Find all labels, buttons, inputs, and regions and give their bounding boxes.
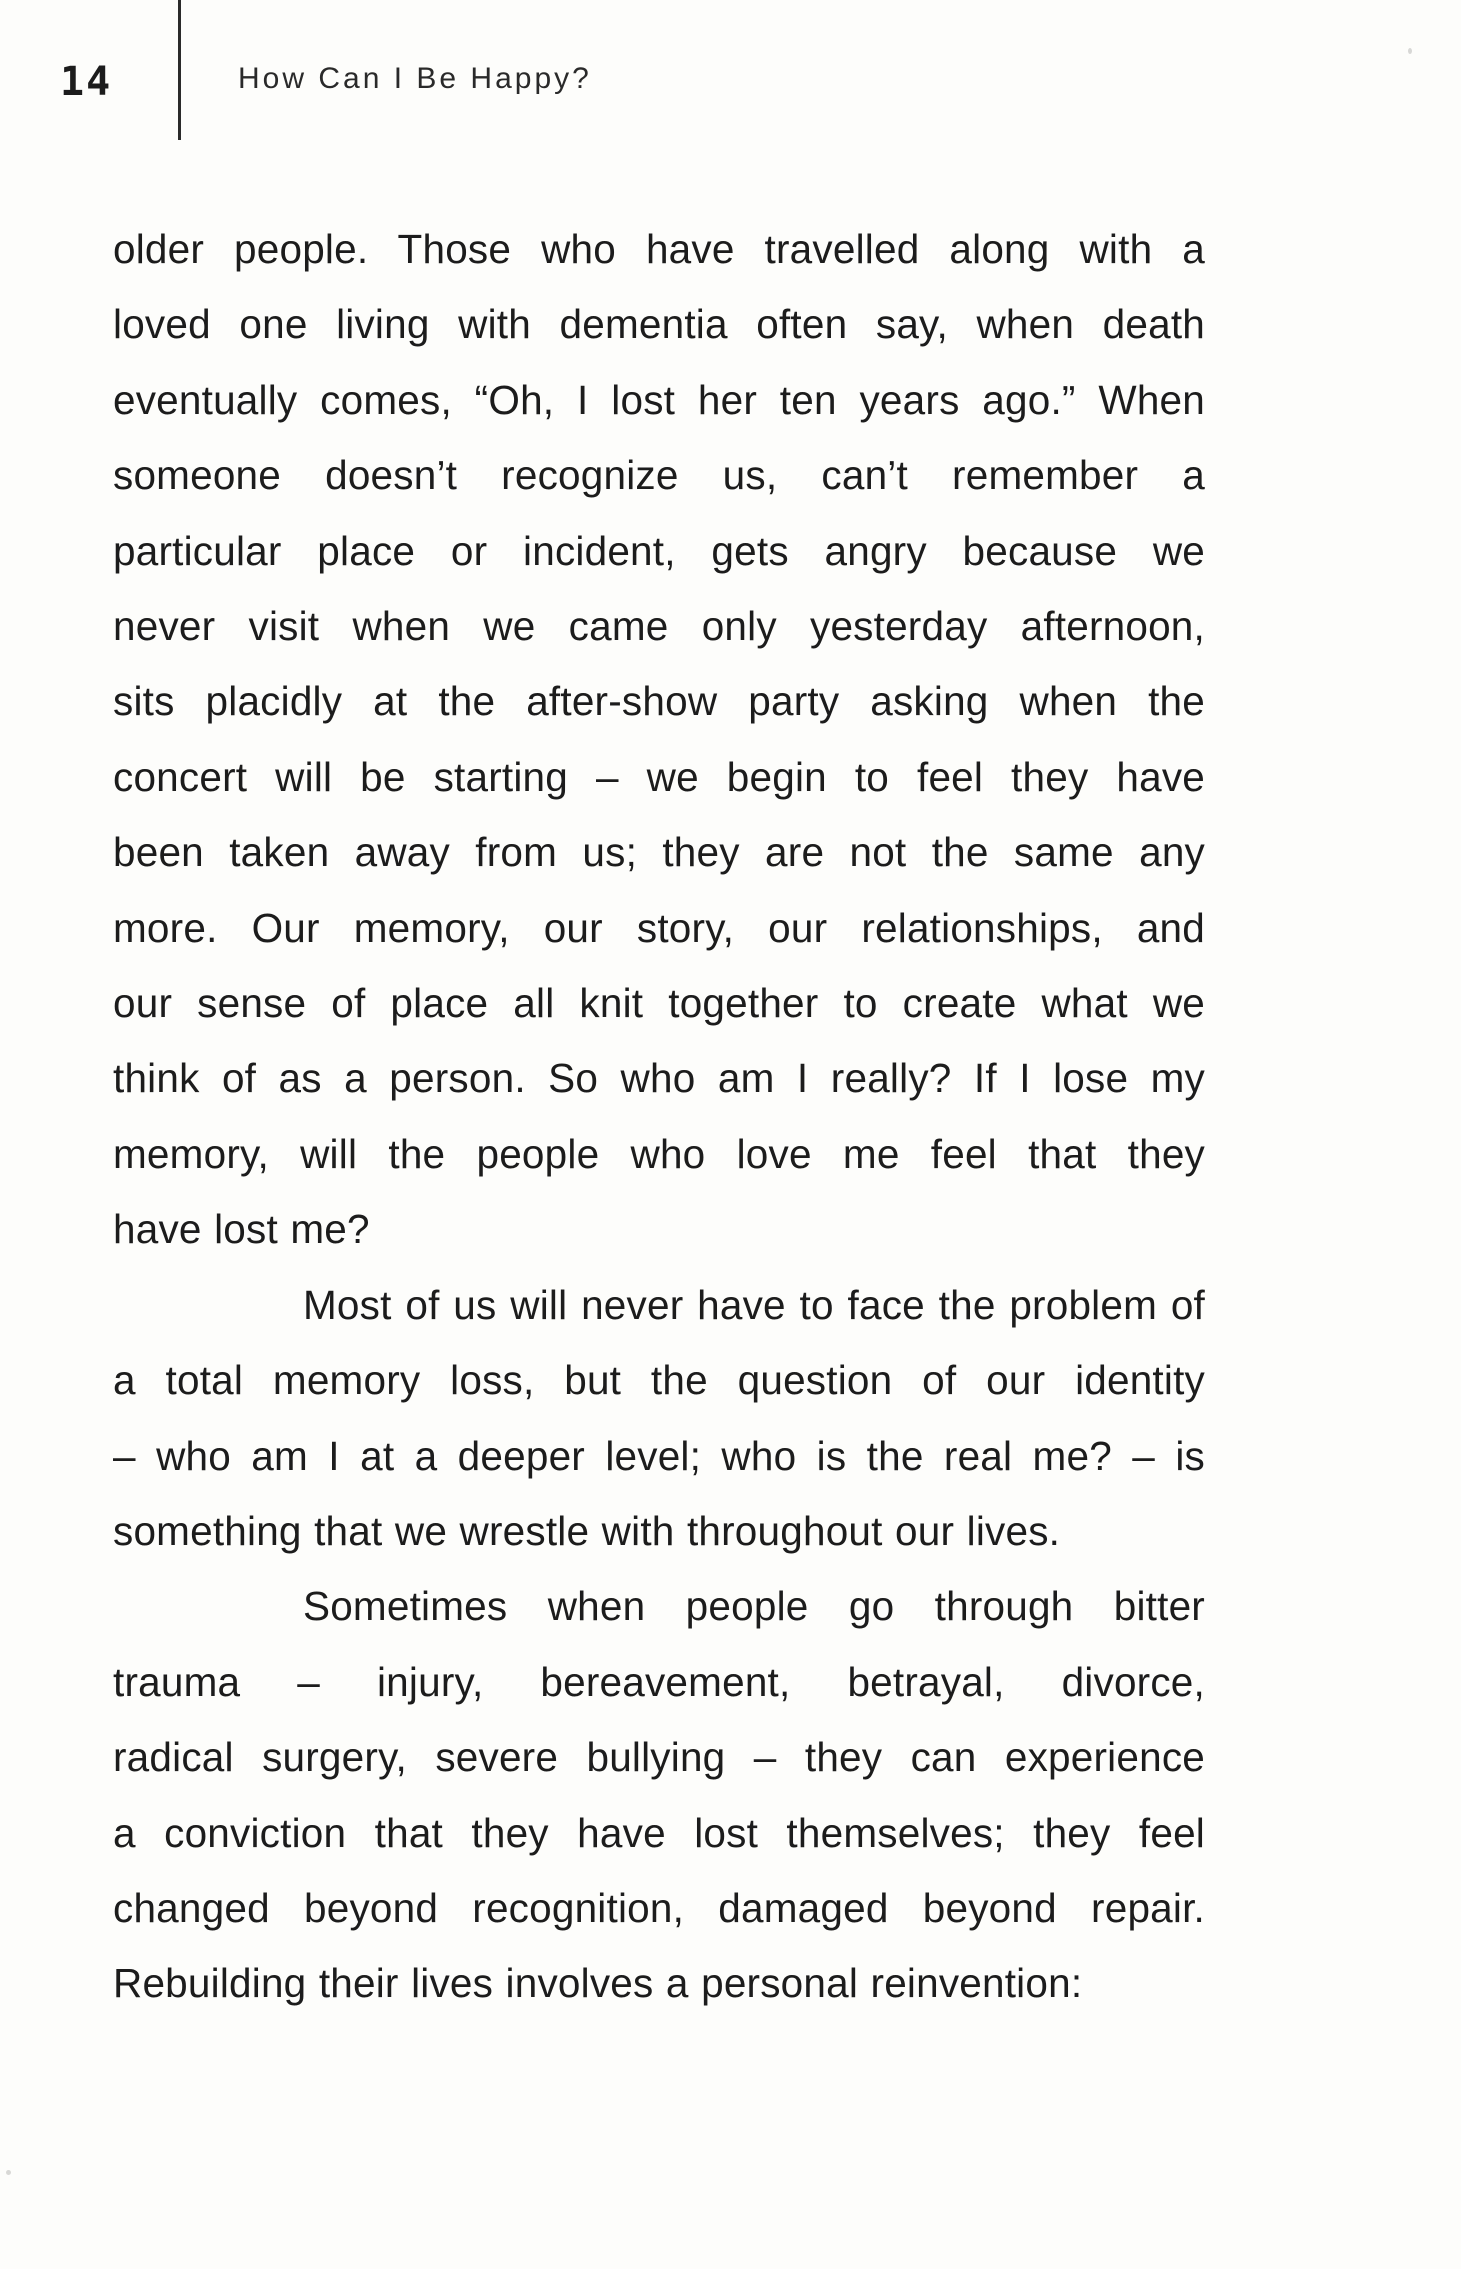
text-line: Sometimes when people go through bitter [303, 1583, 1205, 1630]
running-head-title: How Can I Be Happy? [238, 62, 592, 95]
text-line: eventually comes, “Oh, I lost her ten years ago.” When [113, 376, 1205, 423]
text-line: a total memory loss, but the question of our identity [113, 1357, 1205, 1404]
text-line: have lost me? [113, 1206, 370, 1253]
text-line: particular place or incident, gets angry because we [113, 527, 1205, 574]
text-line: older people. Those who have travelled along with a [113, 226, 1205, 272]
text-line: think of as a person. So who am I really? If I lose my [113, 1055, 1205, 1102]
text-line: been taken away from us; they are not the same any [113, 829, 1205, 876]
body-text [113, 212, 1205, 2022]
paper-speck [6, 2170, 11, 2175]
text-line: – who am I at a deeper level; who is the real me? – is [113, 1432, 1205, 1479]
paragraph-2 [113, 1268, 1205, 1570]
text-line: a conviction that they have lost themselves; they feel [113, 1809, 1205, 1856]
paragraph-3 [113, 1569, 1205, 2021]
text-line: Most of us will never have to face the problem of [303, 1281, 1205, 1328]
header-divider [178, 0, 181, 140]
text-line: radical surgery, severe bullying – they can experience [113, 1734, 1205, 1781]
text-line: our sense of place all knit together to create what we [113, 980, 1205, 1027]
text-line: concert will be starting – we begin to feel they have [113, 753, 1205, 800]
text-line: trauma – injury, bereavement, betrayal, divorce, [113, 1658, 1205, 1705]
page-number: 14 [60, 59, 113, 105]
paper-speck [1408, 48, 1412, 54]
text-line: something that we wrestle with throughout our lives. [113, 1507, 1061, 1554]
text-line: Rebuilding their lives involves a personal reinvention: [113, 1960, 1083, 2007]
paragraph-1 [113, 212, 1205, 1268]
text-line: more. Our memory, our story, our relationships, and [113, 904, 1205, 951]
text-line: changed beyond recognition, damaged beyond repair. [113, 1884, 1205, 1931]
text-line: never visit when we came only yesterday afternoon, [113, 603, 1205, 650]
text-line: sits placidly at the after-show party asking when the [113, 678, 1205, 725]
text-line: loved one living with dementia often say, when death [113, 301, 1205, 348]
text-line: someone doesn’t recognize us, can’t remember a [113, 452, 1205, 499]
text-line: memory, will the people who love me feel that they [113, 1130, 1205, 1177]
